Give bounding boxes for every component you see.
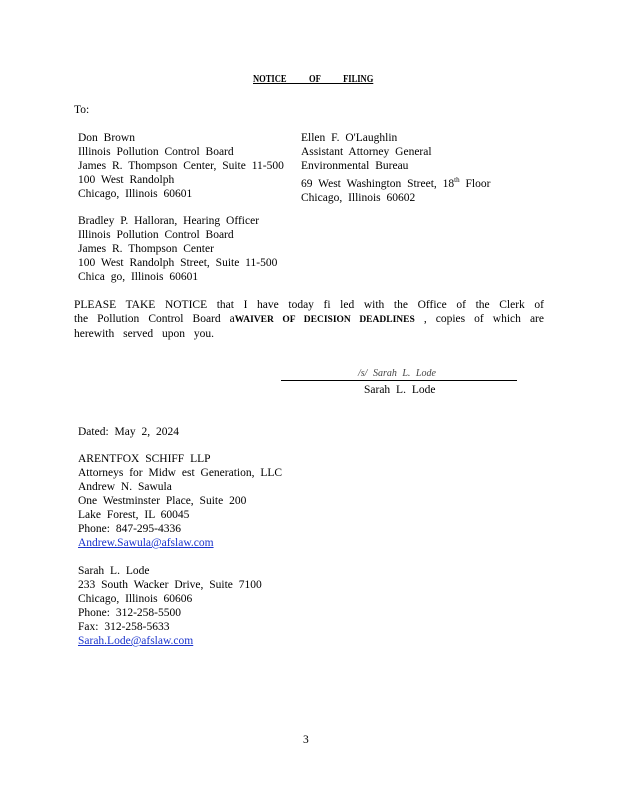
recipient-block [78, 131, 284, 201]
attorney-name: Sarah L. Lode [78, 565, 150, 577]
filing-title: WAIVER OF DECISION DEADLINES [234, 315, 415, 325]
to-label: To: [74, 104, 90, 116]
address-line: Lake Forest, IL 60045 [78, 509, 190, 521]
recipient-line: Chica go, Illinois 60601 [78, 271, 199, 283]
recipient-name: Don Brown [78, 132, 135, 144]
dated-line: Dated: May 2, 2024 [78, 426, 179, 438]
signer-name: Sarah L. Lode [364, 384, 436, 396]
recipient-line: 100 West Randolph [78, 174, 175, 186]
recipient-block [78, 214, 277, 284]
email-link[interactable]: Andrew.Sawula@afslaw.com [78, 537, 214, 549]
notice-paragraph: PLEASE TAKE NOTICE that I have today fi led with the Office of the Clerk of the Pollution Control Board aWAIVER OF DECISION DEADLINES , copies of which are herewith served upon you. [74, 299, 544, 340]
ordinal-suffix: th [454, 176, 460, 184]
recipient-line: Assistant Attorney General [301, 146, 432, 158]
recipient-name: Bradley P. Halloran, Hearing Officer [78, 215, 260, 227]
page-number: 3 [303, 734, 309, 746]
phone-line: Phone: 312-258-5500 [78, 607, 181, 619]
recipient-line: Chicago, Illinois 60602 [301, 191, 416, 204]
recipient-line: Environmental Bureau [301, 160, 409, 172]
signature-line [281, 380, 517, 381]
counsel-block [78, 452, 282, 550]
address-line: Chicago, Illinois 60606 [78, 593, 193, 605]
recipient-line: 100 West Randolph Street, Suite 11-500 [78, 257, 278, 269]
email-link[interactable]: Sarah.Lode@afslaw.com [78, 635, 194, 647]
electronic-signature: /s/ Sarah L. Lode [358, 368, 436, 379]
recipient-line: Illinois Pollution Control Board [78, 146, 234, 158]
fax-line: Fax: 312-258-5633 [78, 621, 170, 633]
address-line: 233 South Wacker Drive, Suite 7100 [78, 579, 262, 591]
recipient-block [301, 131, 490, 205]
counsel-block [78, 564, 262, 648]
recipient-line: James R. Thompson Center, Suite 11-500 [78, 160, 284, 172]
recipient-line: Chicago, Illinois 60601 [78, 188, 193, 200]
recipient-line: 69 West Washington Street, 18th Floor [301, 176, 491, 190]
client-line: Attorneys for Midw est Generation, LLC [78, 467, 283, 479]
recipient-line: Illinois Pollution Control Board [78, 229, 234, 241]
recipient-line: James R. Thompson Center [78, 243, 214, 255]
firm-name: ARENTFOX SCHIFF LLP [78, 453, 211, 465]
document-title: NOTICE OF FILING [253, 74, 374, 85]
address-line: One Westminster Place, Suite 200 [78, 495, 247, 507]
attorney-name: Andrew N. Sawula [78, 481, 172, 493]
recipient-name: Ellen F. O'Laughlin [301, 132, 398, 144]
phone-line: Phone: 847-295-4336 [78, 523, 181, 535]
